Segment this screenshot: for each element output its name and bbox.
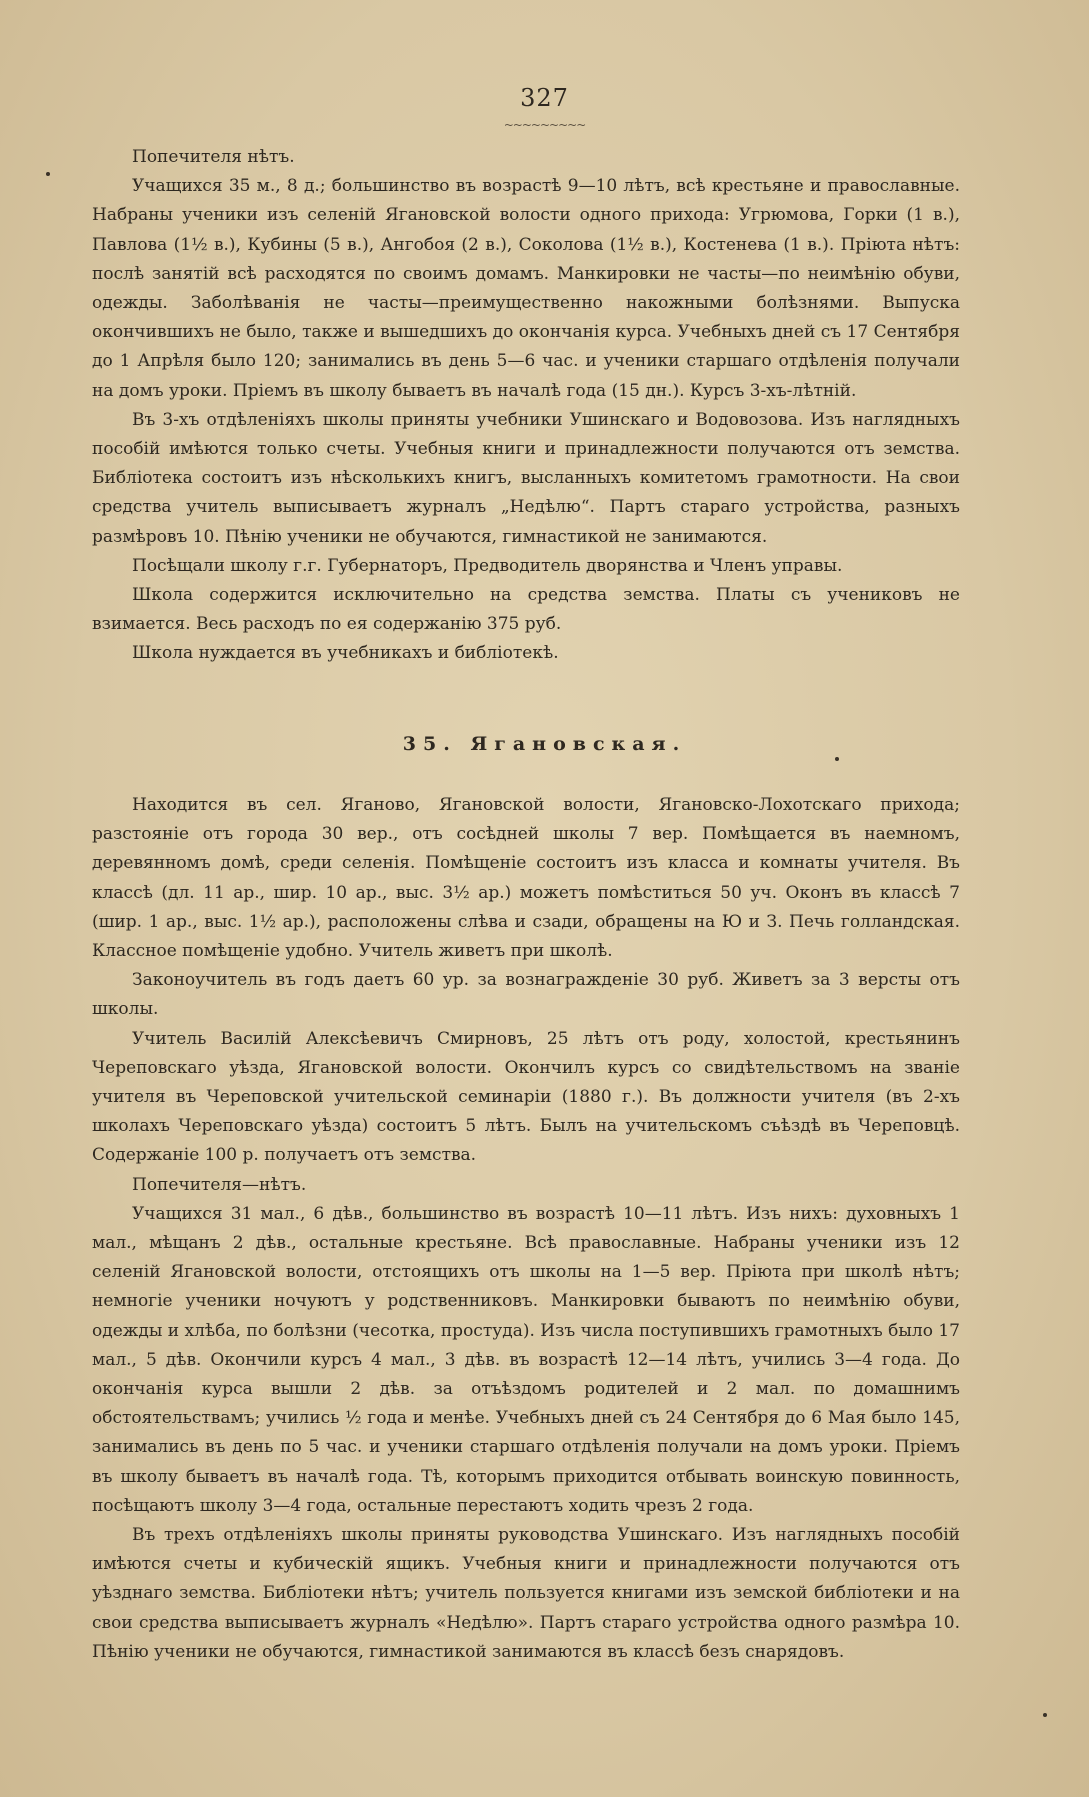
paragraph: Попечителя нѣтъ. [132,147,295,167]
paragraph: Школа содержится исключительно на средства земства. Платы съ учениковъ не взимается. Весь расходъ по ея содержанію 375 руб. [92,585,960,635]
paragraph: Находится въ сел. Яганово, Ягановской волости, Ягановско-Лохотскаго прихода; разстояніе отъ города 30 вер., отъ сосѣдней школы 7 вер. Помѣщается въ наемномъ, деревянномъ домѣ, среди селенія. Помѣщеніе состоитъ изъ класса и комнаты учителя. Въ классѣ (дл. 11 ар., шир. 10 ар., выс. 3½ ар.) можетъ помѣститься 50 уч. Оконъ въ классѣ 7 (шир. 1 ар., выс. 1½ ар.), расположены слѣва и сзади, обращены на Ю и З. Печь голландская. Классное помѣщеніе удобно. Учитель живетъ при школѣ. [92,795,960,962]
section-heading: 35. Ягановская. [402,733,687,755]
print-speck [46,172,50,176]
paragraph: Учитель Василій Алексѣевичъ Смирновъ, 25 лѣтъ отъ роду, холостой, крестьянинъ Череповскаго уѣзда, Ягановской волости. Окончилъ курсъ со свидѣтельствомъ на званіе учителя въ Череповской учительской семинаріи (1880 г.). Въ должности учителя (въ 2-хъ школахъ Череповскаго уѣзда) состоитъ 5 лѣтъ. Былъ на учительскомъ съѣздѣ въ Череповцѣ. Содержаніе 100 р. получаетъ отъ земства. [92,1028,960,1166]
page-number-ornament: ~~~~~~~~~ [503,118,586,132]
page-number: 327 [520,84,569,112]
paragraph: Школа нуждается въ учебникахъ и библіотекѣ. [132,643,559,664]
paragraph: Попечителя—нѣтъ. [132,1174,307,1195]
school-35-text [92,791,960,1667]
print-speck [1043,1713,1047,1717]
print-speck [835,757,839,761]
paragraph: Законоучитель въ годъ даетъ 60 ур. за вознагражденіе 30 руб. Живетъ за 3 версты отъ школы. [92,970,960,1020]
paragraph: Въ 3-хъ отдѣленіяхъ школы приняты учебники Ушинскаго и Водовозова. Изъ наглядныхъ пособій имѣются только счеты. Учебныя книги и принадлежности получаются отъ земства. Библіотека состоитъ изъ нѣсколькихъ книгъ, высланныхъ комитетомъ грамотности. На свои средства учитель выписываетъ журналъ „Недѣлю“. Партъ стараго устройства, разныхъ размѣровъ 10. Пѣнію ученики не обучаются, гимнастикой не занимаются. [92,409,960,547]
paragraph: Въ трехъ отдѣленіяхъ школы приняты руководства Ушинскаго. Изъ наглядныхъ пособій имѣются счеты и кубическій ящикъ. Учебныя книги и принадлежности получаются отъ уѣзднаго земства. Библіотеки нѣтъ; учитель пользуется книгами изъ земской библіотеки и на свои средства выписываетъ журналъ «Недѣлю». Партъ стараго устройства одного размѣра 10. Пѣнію ученики не обучаются, гимнастикой занимаются въ классѣ безъ снарядовъ. [92,1525,960,1662]
paragraph: Учащихся 31 мал., 6 дѣв., большинство въ возрастѣ 10—11 лѣтъ. Изъ нихъ: духовныхъ 1 мал., мѣщанъ 2 дѣв., остальные крестьяне. Всѣ православные. Набраны ученики изъ 12 селеній Ягановской волости, отстоящихъ отъ школы на 1—5 вер. Пріюта при школѣ нѣтъ; немногіе ученики ночуютъ у родственниковъ. Манкировки бываютъ по неимѣнію обуви, одежды и хлѣба, по болѣзни (чесотка, простуда). Изъ числа поступившихъ грамотныхъ было 17 мал., 5 дѣв. Окончили курсъ 4 мал., 3 дѣв. въ возрастѣ 12—14 лѣтъ, учились 3—4 года. До окончанія курса вышли 2 дѣв. за отъѣздомъ родителей и 2 мал. по домашнимъ обстоятельствамъ; учились ½ года и менѣе. Учебныхъ дней съ 24 Сентября до 6 Мая было 145, занимались въ день по 5 час. и ученики старшаго отдѣленія получали на домъ уроки. Пріемъ въ школу бываетъ въ началѣ года. Тѣ, которымъ приходится отбывать воинскую повинность, посѣщаютъ школу 3—4 года, остальные перестаютъ ходить чрезъ 2 года. [92,1203,960,1516]
school-34-continued-text [92,143,960,669]
paragraph: Учащихся 35 м., 8 д.; большинство въ возрастѣ 9—10 лѣтъ, всѣ крестьяне и православные. Набраны ученики изъ селеній Ягановской волости одного прихода: Угрюмова, Горки (1 в.), Павлова (1½ в.), Кубины (5 в.), Ангобоя (2 в.), Соколова (1½ в.), Костенева (1 в.). Пріюта нѣтъ: послѣ занятій всѣ расходятся по своимъ домамъ. Манкировки не часты—по неимѣнію обуви, одежды. Заболѣванія не часты—преимущественно накожными болѣзнями. Выпуска окончившихъ не было, также и вышедшихъ до окончанія курса. Учебныхъ дней съ 17 Сентября до 1 Апрѣля было 120; занимались въ день 5—6 час. и ученики старшаго отдѣленія получали на домъ уроки. Пріемъ въ школу бываетъ въ началѣ года (15 дн.). Курсъ 3-хъ-лѣтній. [92,176,960,401]
paragraph: Посѣщали школу г.г. Губернаторъ, Предводитель дворянства и Членъ управы. [132,555,843,576]
